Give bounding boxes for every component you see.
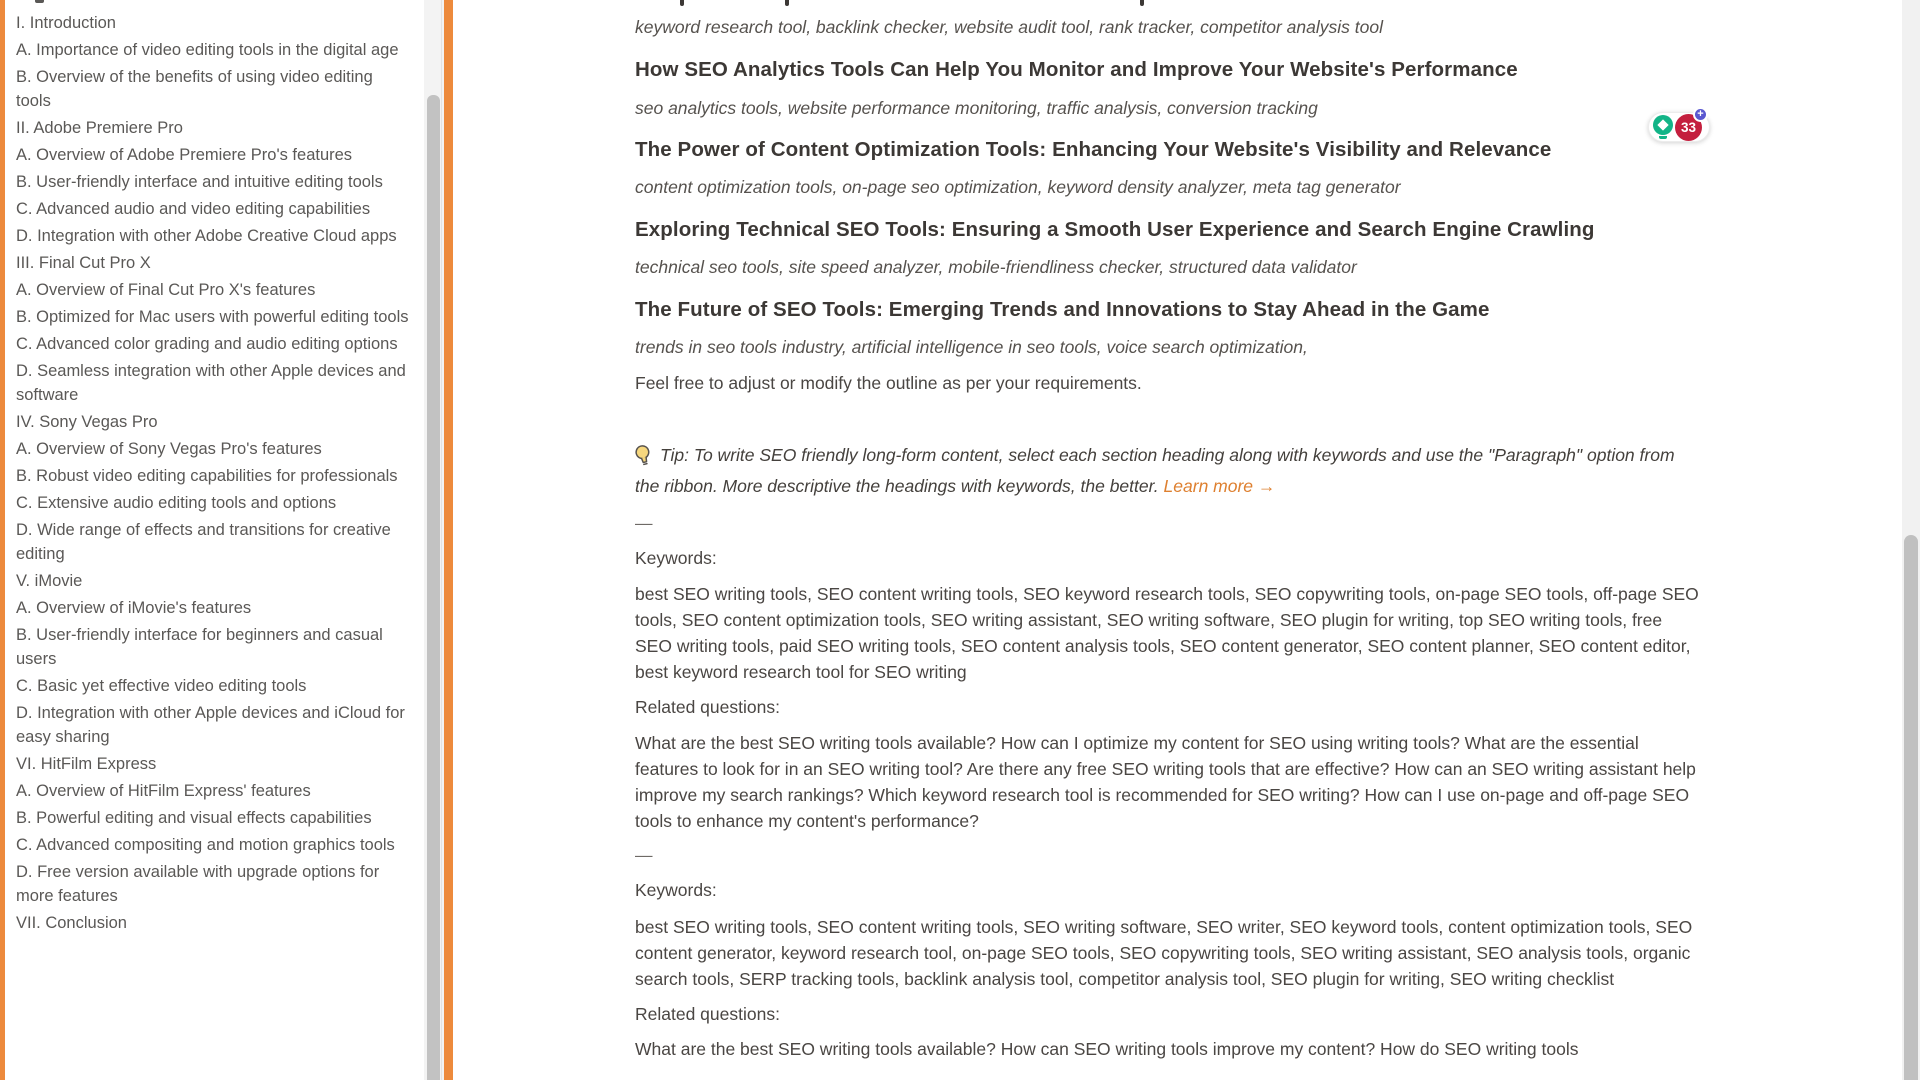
clipped-heading-fragment	[1140, 0, 1144, 6]
outline-item[interactable]: B. User-friendly interface for beginners and casual users	[16, 626, 383, 668]
clipped-text-fragment	[35, 0, 44, 3]
outline-item[interactable]: B. Powerful editing and visual effects capabilities	[16, 809, 372, 827]
related-questions-label: Related questions:	[635, 697, 780, 717]
sidebar-scrollbar-track[interactable]	[424, 0, 446, 1080]
outline-item[interactable]: B. Robust video editing capabilities for professionals	[16, 467, 398, 485]
section-divider-dash: —	[635, 513, 653, 533]
plus-icon[interactable]: +	[1693, 107, 1708, 122]
outline-item[interactable]: IV. Sony Vegas Pro	[16, 413, 158, 431]
outline-item[interactable]: A. Overview of HitFilm Express' features	[16, 782, 311, 800]
tip-text: Tip: To write SEO friendly long-form content, select each section heading along with keywords and use the "Paragraph" option from the ribbon. More descriptive the headings with keywords, the better.	[635, 445, 1675, 496]
tip-note	[635, 442, 1703, 499]
outline-item[interactable]: C. Basic yet effective video editing tools	[16, 677, 307, 695]
document-content	[635, 0, 1703, 1080]
outline-item[interactable]: A. Overview of Adobe Premiere Pro's features	[16, 146, 353, 164]
outline-item[interactable]: D. Integration with other Apple devices and iCloud for easy sharing	[16, 704, 405, 746]
clipped-heading-fragment	[680, 0, 684, 6]
outline-item[interactable]: D. Wide range of effects and transitions for creative editing	[16, 521, 391, 563]
keyword-line: seo analytics tools, website performance monitoring, traffic analysis, conversion tracking	[635, 98, 1318, 118]
section-heading[interactable]: The Power of Content Optimization Tools: Enhancing Your Website's Visibility and Relevance	[635, 138, 1552, 161]
sidebar-border	[441, 0, 442, 1080]
outline-item[interactable]: II. Adobe Premiere Pro	[16, 119, 183, 137]
outline-item[interactable]: C. Advanced color grading and audio editing options	[16, 335, 398, 353]
panel-divider-bar	[444, 0, 453, 1080]
related-questions-paragraph: What are the best SEO writing tools available? How can I optimize my content for SEO using writing tools? What are the essential features to look for in an SEO writing tool? Are there any free SEO writing tools that are effective? How can an SEO writing assistant help improve my search rankings? Which keyword research tool is recommended for SEO writing? How can I use on-page and off-page SEO tools to enhance my content's performance?	[635, 733, 1696, 831]
outline-item[interactable]: A. Importance of video editing tools in the digital age	[16, 41, 399, 59]
outline-item[interactable]: D. Free version available with upgrade options for more features	[16, 863, 380, 905]
related-questions-paragraph: What are the best SEO writing tools available? How can SEO writing tools improve my content? How do SEO writing tools	[635, 1039, 1579, 1059]
outline-item[interactable]: D. Seamless integration with other Apple devices and software	[16, 362, 406, 404]
section-heading[interactable]: The Future of SEO Tools: Emerging Trends and Innovations to Stay Ahead in the Game	[635, 298, 1490, 321]
keywords-label: Keywords:	[635, 548, 717, 568]
extension-badge-pill[interactable]	[1648, 107, 1710, 142]
keywords-paragraph: best SEO writing tools, SEO content writing tools, SEO keyword research tools, SEO copywriting tools, on-page SEO tools, off-page SEO tools, SEO content optimization tools, SEO writing assistant, SEO writing software, SEO plugin for writing, top SEO writing tools, free SEO writing tools, paid SEO writing tools, SEO content analysis tools, SEO content generator, SEO content planner, SEO content editor, best keyword research tool for SEO writing	[635, 584, 1699, 682]
learn-more-link[interactable]: Learn more →	[1163, 476, 1276, 496]
keywords-paragraph: best SEO writing tools, SEO content writing tools, SEO writing software, SEO writer, SEO keyword tools, content optimization tools, SEO content generator, keyword research tool, on-page SEO tools, SEO copywriting tools, SEO writing assistant, SEO analysis tools, organic search tools, SERP tracking tools, backlink analysis tool, competitor analysis tool, SEO plugin for writing, SEO writing checklist	[635, 917, 1693, 989]
outline-item[interactable]: A. Overview of Sony Vegas Pro's features	[16, 440, 322, 458]
outline-item[interactable]: B. Overview of the benefits of using video editing tools	[16, 68, 373, 110]
outline-sidebar	[5, 0, 423, 1080]
outline-item[interactable]: C. Advanced compositing and motion graphics tools	[16, 836, 395, 854]
lightbulb-icon	[632, 442, 656, 474]
keywords-label: Keywords:	[635, 880, 717, 900]
section-divider-dash: —	[635, 845, 653, 865]
keyword-line: content optimization tools, on-page seo optimization, keyword density analyzer, meta tag generator	[635, 177, 1401, 197]
outline-item[interactable]: D. Integration with other Adobe Creative Cloud apps	[16, 227, 397, 245]
related-questions-label: Related questions:	[635, 1004, 780, 1024]
sidebar-scrollbar-thumb[interactable]	[427, 95, 440, 1080]
clipped-heading-fragment	[785, 0, 789, 6]
outline-item[interactable]: A. Overview of Final Cut Pro X's features	[16, 281, 316, 299]
closing-note: Feel free to adjust or modify the outline as per your requirements.	[635, 373, 1142, 393]
main-scrollbar-thumb[interactable]	[1904, 535, 1918, 1080]
outline-item[interactable]: VII. Conclusion	[16, 914, 127, 932]
outline-item[interactable]: A. Overview of iMovie's features	[16, 599, 252, 617]
outline-item[interactable]: B. Optimized for Mac users with powerful editing tools	[16, 308, 409, 326]
outline-item[interactable]: VI. HitFilm Express	[16, 755, 157, 773]
bulb-diamond-icon[interactable]	[1652, 114, 1674, 140]
count-badge[interactable]	[1675, 107, 1704, 141]
keyword-line: keyword research tool, backlink checker, website audit tool, rank tracker, competitor analysis tool	[635, 17, 1383, 37]
main-scrollbar-track[interactable]	[1902, 0, 1920, 1080]
outline-item[interactable]: III. Final Cut Pro X	[16, 254, 151, 272]
keyword-line: trends in seo tools industry, artificial intelligence in seo tools, voice search optimization,	[635, 337, 1308, 357]
outline-item[interactable]: C. Advanced audio and video editing capabilities	[16, 200, 371, 218]
outline-item[interactable]: B. User-friendly interface and intuitive editing tools	[16, 173, 383, 191]
outline-item[interactable]: C. Extensive audio editing tools and options	[16, 494, 337, 512]
section-heading[interactable]: Exploring Technical SEO Tools: Ensuring a Smooth User Experience and Search Engine Crawling	[635, 218, 1595, 241]
outline-item[interactable]: I. Introduction	[16, 14, 116, 32]
section-heading[interactable]: How SEO Analytics Tools Can Help You Monitor and Improve Your Website's Performance	[635, 58, 1518, 81]
count-badge-value: 33	[1680, 119, 1697, 135]
keyword-line: technical seo tools, site speed analyzer, mobile-friendliness checker, structured data validator	[635, 257, 1357, 277]
outline-item[interactable]: V. iMovie	[16, 572, 83, 590]
